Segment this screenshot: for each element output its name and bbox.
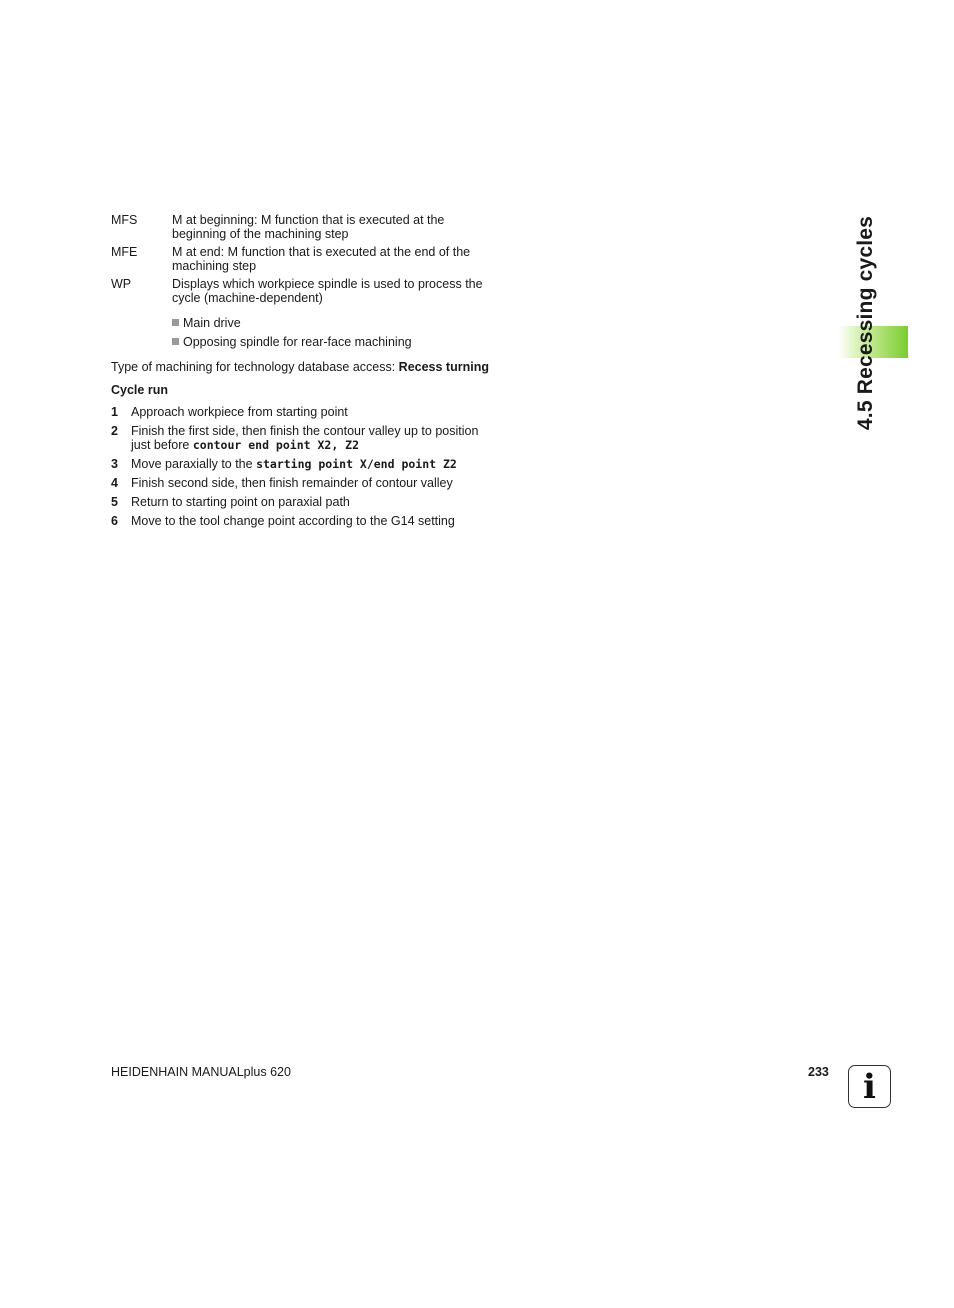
step-text: Return to starting point on paraxial path (131, 495, 350, 509)
param-desc: Displays which workpiece spindle is used to process the cycle (machine-dependent) (172, 277, 483, 305)
wp-option-list (172, 313, 502, 351)
cycle-run-heading: Cycle run (111, 383, 168, 397)
step-text: Move paraxially to the starting point X/end point Z2 (131, 457, 457, 471)
param-desc: M at end: M function that is executed at the end of the machining step (172, 245, 471, 273)
param-key: WP (111, 277, 132, 291)
step-text: Finish the first side, then finish the contour valley up to position just before contour end point X2, Z2 (131, 424, 479, 452)
list-item (111, 476, 511, 490)
param-key: MFS (111, 213, 138, 227)
technology-access-line (111, 360, 531, 374)
footer-title: HEIDENHAIN MANUALplus 620 (111, 1065, 291, 1079)
parameter-list (111, 213, 511, 309)
step-number: 6 (111, 514, 118, 528)
info-icon: i (848, 1065, 891, 1108)
step-text: Finish second side, then finish remainder of contour valley (131, 476, 453, 490)
tech-value: Recess turning (398, 360, 489, 374)
param-row (111, 245, 511, 273)
list-item (172, 313, 502, 332)
cycle-steps (111, 405, 511, 533)
param-row (111, 213, 511, 241)
code-text: starting point X/end point Z2 (256, 457, 457, 471)
list-item (172, 332, 502, 351)
tech-prefix: Type of machining for technology database access: (111, 360, 399, 374)
list-item (111, 495, 511, 509)
param-desc: M at beginning: M function that is executed at the beginning of the machining step (172, 213, 445, 241)
option-label: Main drive (183, 315, 241, 330)
param-key: MFE (111, 245, 138, 259)
list-item (111, 405, 511, 419)
step-text: Approach workpiece from starting point (131, 405, 348, 419)
step-number: 3 (111, 457, 118, 471)
step-number: 4 (111, 476, 118, 490)
list-item (111, 424, 511, 452)
step-number: 1 (111, 405, 118, 419)
square-bullet-icon (172, 319, 179, 326)
option-label: Opposing spindle for rear-face machining (183, 334, 412, 349)
list-item (111, 514, 511, 528)
code-text: contour end point X2, Z2 (192, 438, 360, 452)
chapter-title: 4.5 Recessing cycles (854, 215, 877, 431)
square-bullet-icon (172, 338, 179, 345)
step-number: 5 (111, 495, 118, 509)
step-number: 2 (111, 424, 118, 438)
list-item (111, 457, 511, 471)
step-text: Move to the tool change point according to the G14 setting (131, 514, 455, 528)
param-row (111, 277, 511, 305)
page-number: 233 (808, 1065, 829, 1079)
